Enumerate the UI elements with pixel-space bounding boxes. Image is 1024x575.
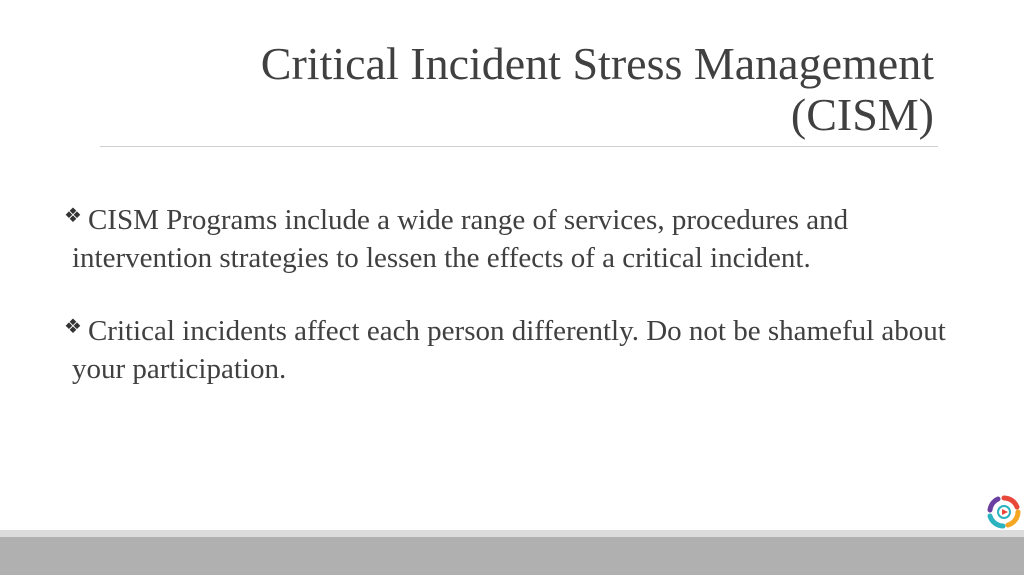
colorful-swirl-logo-icon	[986, 494, 1022, 530]
bullet-item	[64, 202, 954, 277]
slide-title	[114, 38, 934, 140]
bullet-list	[64, 202, 954, 424]
bullet-text: Critical incidents affect each person differently. Do not be shameful about your participation.	[72, 315, 946, 385]
footer-band	[0, 537, 1024, 575]
bullet-item	[64, 313, 954, 388]
slide-title-line2: (CISM)	[790, 89, 934, 140]
title-divider	[100, 146, 938, 147]
diamond-fleuron-bullet-icon: ❖	[64, 314, 82, 338]
diamond-fleuron-bullet-icon: ❖	[64, 203, 82, 227]
footer-accent-strip	[0, 530, 1024, 537]
bullet-text: CISM Programs include a wide range of services, procedures and intervention strategies to lessen the effects of a critical incident.	[72, 204, 849, 274]
slide-title-line1: Critical Incident Stress Management	[260, 38, 934, 89]
